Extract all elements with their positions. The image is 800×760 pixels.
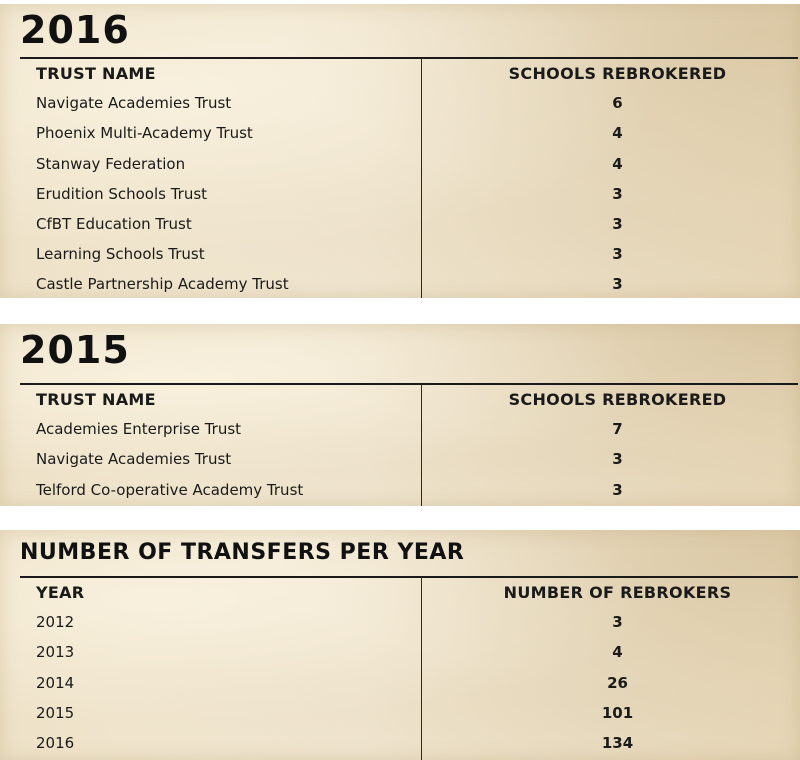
column-header-year: YEAR bbox=[36, 582, 85, 602]
table-row bbox=[20, 698, 798, 728]
trust-name-cell: Navigate Academies Trust bbox=[36, 94, 232, 113]
count-cell: 26 bbox=[607, 673, 628, 692]
table-row bbox=[20, 209, 798, 239]
table-row bbox=[20, 88, 798, 118]
count-cell: 3 bbox=[612, 245, 623, 264]
count-cell: 3 bbox=[612, 184, 623, 203]
trust-table bbox=[20, 384, 798, 505]
column-header-number-of-rebrokers: NUMBER OF REBROKERS bbox=[503, 582, 732, 602]
header-row bbox=[20, 58, 798, 88]
trust-name-cell: Castle Partnership Academy Trust bbox=[36, 275, 289, 294]
column-header-schools-rebrokered: SCHOOLS REBROKERED bbox=[508, 389, 727, 409]
count-cell: 6 bbox=[612, 94, 623, 113]
table-row bbox=[20, 149, 798, 179]
table-row bbox=[20, 607, 798, 637]
count-cell: 4 bbox=[612, 643, 623, 662]
trust-name-cell: Phoenix Multi-Academy Trust bbox=[36, 124, 253, 143]
count-cell: 3 bbox=[612, 450, 623, 469]
year-cell: 2014 bbox=[36, 673, 75, 692]
count-cell: 3 bbox=[612, 613, 623, 632]
panel-title: 2016 bbox=[20, 8, 130, 52]
panel-transfers-per-year bbox=[0, 530, 800, 760]
table-row bbox=[20, 118, 798, 148]
panel-title: 2015 bbox=[20, 328, 130, 372]
trust-table bbox=[20, 58, 798, 300]
column-header-trust-name: TRUST NAME bbox=[36, 389, 156, 409]
trust-name-cell: Learning Schools Trust bbox=[36, 245, 205, 264]
column-header-trust-name: TRUST NAME bbox=[36, 63, 156, 83]
trust-name-cell: Stanway Federation bbox=[36, 154, 186, 173]
year-cell: 2016 bbox=[36, 734, 75, 753]
count-cell: 7 bbox=[612, 420, 623, 439]
count-cell: 3 bbox=[612, 275, 623, 294]
count-cell: 3 bbox=[612, 215, 623, 234]
year-cell: 2013 bbox=[36, 643, 75, 662]
trust-name-cell: Navigate Academies Trust bbox=[36, 450, 232, 469]
table-row bbox=[20, 269, 798, 299]
count-cell: 4 bbox=[612, 154, 623, 173]
count-cell: 3 bbox=[612, 480, 623, 499]
trust-name-cell: Academies Enterprise Trust bbox=[36, 420, 242, 439]
column-header-schools-rebrokered: SCHOOLS REBROKERED bbox=[508, 63, 727, 83]
transfers-table bbox=[20, 577, 798, 758]
table-row bbox=[20, 475, 798, 505]
table-row bbox=[20, 728, 798, 758]
panel-title: NUMBER OF TRANSFERS PER YEAR bbox=[20, 540, 465, 565]
table-row bbox=[20, 637, 798, 667]
count-cell: 4 bbox=[612, 124, 623, 143]
count-cell: 101 bbox=[601, 703, 634, 722]
table-row bbox=[20, 414, 798, 444]
header-row bbox=[20, 384, 798, 414]
table-row bbox=[20, 179, 798, 209]
header-row bbox=[20, 577, 798, 607]
trust-name-cell: Telford Co-operative Academy Trust bbox=[36, 480, 304, 499]
table-row bbox=[20, 239, 798, 269]
panel-2015 bbox=[0, 324, 800, 506]
year-cell: 2015 bbox=[36, 703, 75, 722]
count-cell: 134 bbox=[601, 734, 634, 753]
year-cell: 2012 bbox=[36, 613, 75, 632]
panel-2016 bbox=[0, 4, 800, 298]
trust-name-cell: CfBT Education Trust bbox=[36, 215, 192, 234]
table-row bbox=[20, 668, 798, 698]
trust-name-cell: Erudition Schools Trust bbox=[36, 184, 208, 203]
table-row bbox=[20, 444, 798, 474]
